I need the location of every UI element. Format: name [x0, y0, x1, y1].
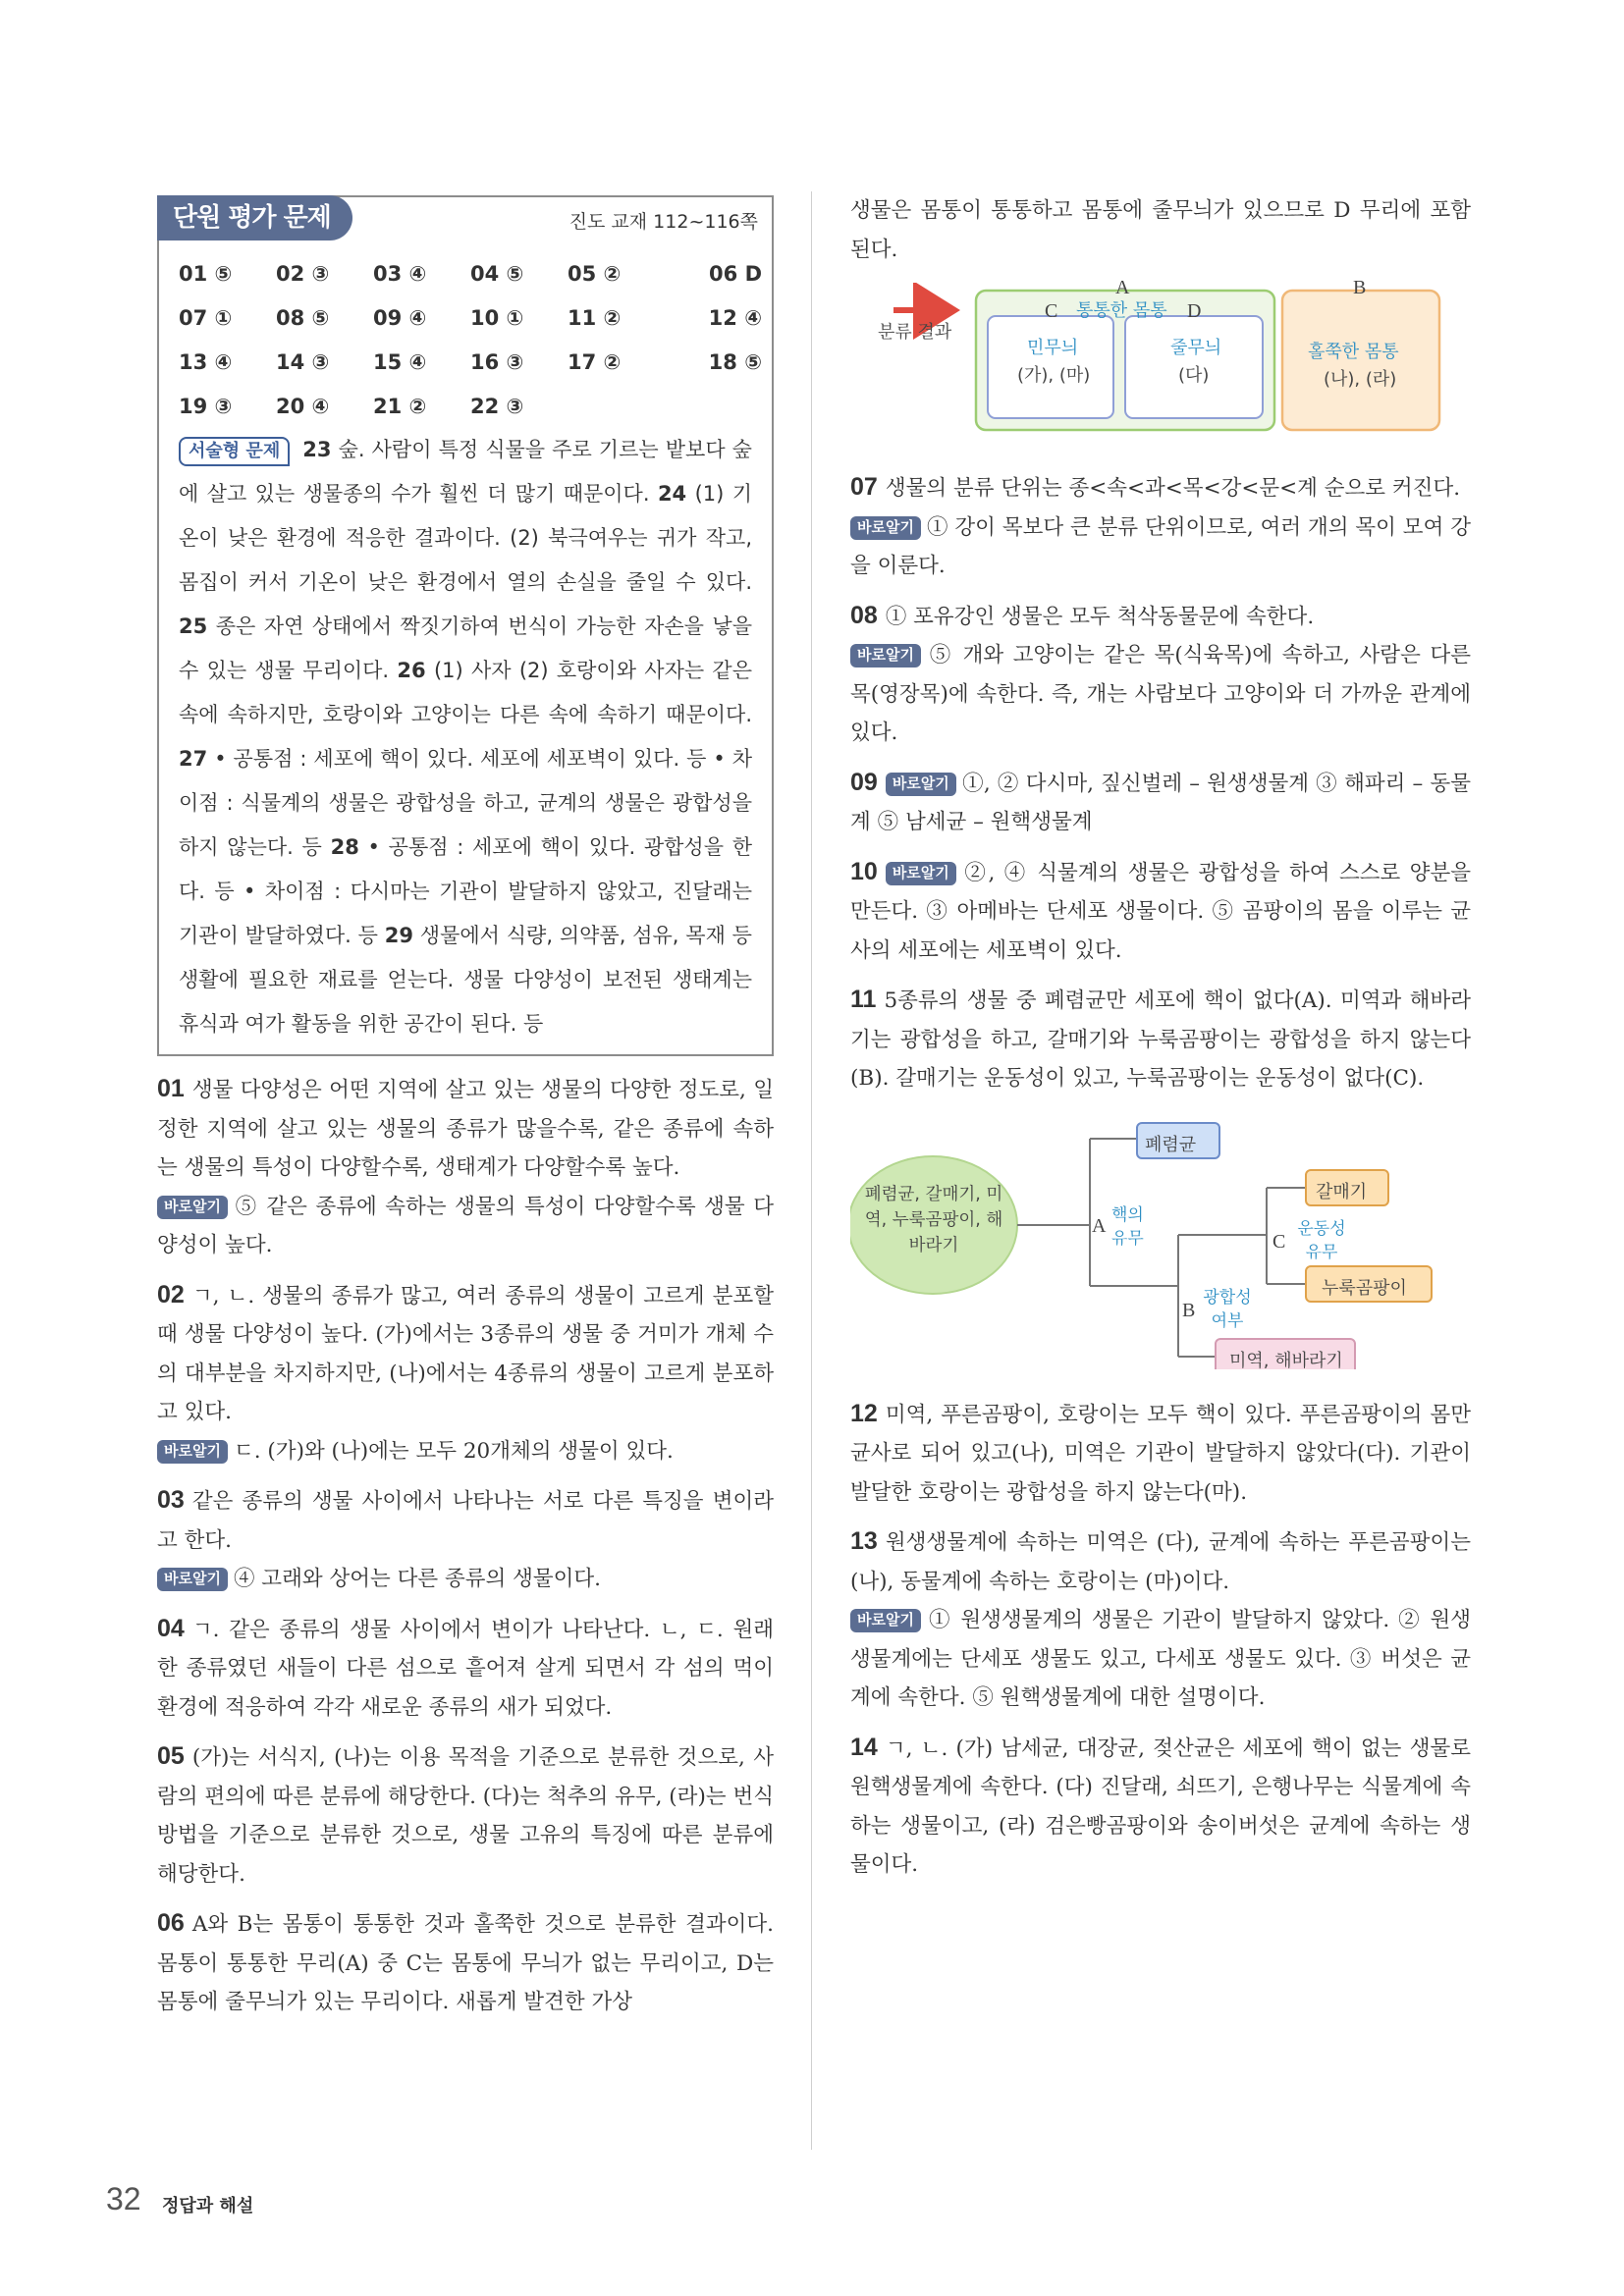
explanation-item [850, 468, 1471, 586]
answer-item: 13 ④ [179, 350, 233, 374]
group-a-title: 통통한 몸통 [1076, 300, 1167, 321]
question-number: 01 [157, 1075, 185, 1102]
correction-text: ⑤ 개와 고양이는 같은 목(식육목)에 속하고, 사람은 다른 목(영장목)에 속한다. 즉, 개는 사람보다 고양이와 더 가까운 관계에 있다. [850, 643, 1471, 745]
question-number: 14 [850, 1733, 878, 1761]
correction-text: ①, ② 다시마, 짚신벌레 – 원생생물계 ③ 해파리 – 동물계 ⑤ 남세균 – 원핵생물계 [850, 771, 1471, 834]
explanation-item [850, 981, 1471, 1098]
answer-item: 16 ③ [470, 350, 524, 374]
branch-c-label: 운동성 유무 [1297, 1218, 1346, 1262]
node-pneumonia: 폐렴균 [1145, 1134, 1197, 1155]
right-column [850, 191, 1471, 1896]
correction-text: ① 원생생물계의 생물은 기관이 발달하지 않았다. ② 원생생물계에는 단세포 생물도 있고, 다세포 생물도 있다. ③ 버섯은 균계에 속한다. ⑤ 원핵생물계에 대한 설명이다. [850, 1608, 1471, 1710]
essay-number: 27 [179, 747, 208, 771]
node-seagull: 갈매기 [1316, 1181, 1368, 1202]
explanation-text: A와 B는 몸통이 통통한 것과 홀쭉한 것으로 분류한 결과이다. 몸통이 통통한 무리(A) 중 C는 몸통에 무늬가 없는 무리이고, D는 몸통에 줄무늬가 있는 무리이다. 새롭게 발견한 가상 [157, 1912, 774, 2014]
left-column [157, 191, 774, 2033]
question-number: 03 [157, 1486, 185, 1514]
essay-number: 25 [179, 614, 208, 638]
explanation-text: ① 포유강인 생물은 모두 척삭동물문에 속한다. [885, 604, 1315, 629]
explanation-paragraph [850, 597, 1471, 637]
explanation-text: 미역, 푸른곰팡이, 호랑이는 모두 핵이 있다. 푸른곰팡이의 몸만 균사로 되어 있고(나), 미역은 기관이 발달하지 않았다(다). 기관이 발달한 호랑이는 광합성을 하지 않는다(마). [850, 1402, 1471, 1505]
question-number: 07 [850, 473, 878, 501]
answer-item: 17 ② [568, 350, 622, 374]
column-divider [811, 191, 812, 2150]
page-number: 32 [106, 2181, 141, 2216]
explanation-paragraph [850, 853, 1471, 971]
correction-tag: 바로알기 [886, 773, 956, 796]
root-label: 폐렴균, 갈매기, 미역, 누룩곰팡이, 해바라기 [864, 1184, 1003, 1255]
essay-number: 29 [384, 924, 413, 947]
explanation-item [157, 1737, 774, 1894]
essay-text: 생물에서 식량, 의약품, 섬유, 목재 등 생활에 필요한 재료를 얻는다. 생물 다양성이 보전된 생태계는 휴식과 여가 활동을 위한 공간이 된다. 등 [179, 924, 752, 1036]
essay-number: 26 [397, 659, 426, 682]
correction-paragraph [157, 1560, 774, 1599]
answer-item: 21 ② [373, 395, 427, 418]
explanation-text: 생물 다양성은 어떤 지역에 살고 있는 생물의 다양한 정도로, 일정한 지역에 살고 있는 생물의 종류가 많을수록, 같은 종류에 속하는 생물의 특성이 다양할수록, 생태계가 다양할수록 높다. [157, 1078, 774, 1180]
explanation-paragraph [157, 1481, 774, 1560]
essay-label: 서술형 문제 [179, 437, 290, 466]
branch-b-letter: B [1182, 1299, 1196, 1321]
explanation-item [157, 1904, 774, 2022]
answer-box-ref: 진도 교재 112~116쪽 [568, 211, 758, 233]
essay-text: (1) 사자 (2) 호랑이와 사자는 같은 속에 속하지만, 호랑이와 고양이는 다른 속에 속하기 때문이다. [179, 659, 752, 726]
explanation-text: 5종류의 생물 중 폐렴균만 세포에 핵이 없다(A). 미역과 해바라기는 광합성을 하고, 갈매기와 누룩곰팡이는 광합성을 하지 않는다(B). 갈매기는 운동성이 있고, 누룩곰팡이는 운동성이 없다(C). [850, 988, 1471, 1091]
explanation-paragraph [157, 1276, 774, 1432]
explanation-paragraph [850, 468, 1471, 508]
answer-item: 15 ④ [373, 350, 427, 374]
essay-text: (1) 기온이 낮은 환경에 적응한 결과이다. (2) 북극여우는 귀가 작고, 몸집이 커서 기온이 낮은 환경에서 열의 손실을 줄일 수 있다. [179, 482, 753, 594]
explanation-item [850, 1395, 1471, 1513]
answer-item: 11 ② [568, 306, 622, 330]
explanation-item [850, 764, 1471, 842]
answer-item: 06 D [709, 262, 762, 286]
group-a-letter: A [1115, 277, 1130, 298]
branch-b-label: 광합성 여부 [1203, 1287, 1252, 1331]
question-number: 06 [157, 1909, 185, 1937]
answer-item: 18 ⑤ [708, 350, 762, 374]
explanation-text: (가)는 서식지, (나)는 이용 목적을 기준으로 분류한 것으로, 사람의 편의에 따른 분류에 해당한다. (다)는 척추의 유무, (라)는 번식 방법을 기준으로 분류한 것으로, 생물 고유의 특징에 따른 분류에 해당한다. [157, 1745, 774, 1887]
answer-item: 14 ③ [276, 350, 330, 374]
group-b-items: (나), (라) [1324, 369, 1397, 390]
explanation-item [850, 853, 1471, 971]
correction-text: ① 강이 목보다 큰 분류 단위이므로, 여러 개의 목이 모여 강을 이룬다. [850, 514, 1471, 578]
essay-number: 23 [302, 438, 332, 461]
correction-text: ⑤ 같은 종류에 속하는 생물의 특성이 다양할수록 생물 다양성이 높다. [157, 1194, 774, 1257]
explanation-item [157, 1610, 774, 1728]
correction-paragraph [850, 636, 1471, 753]
explanation-paragraph [157, 1070, 774, 1188]
explanation-item [157, 1481, 774, 1599]
explanation-paragraph [157, 1610, 774, 1728]
group-c-title: 민무늬 [1027, 338, 1079, 358]
essay-text: • 공통점 : 세포에 핵이 있다. 세포에 세포벽이 있다. 등 • 차이점 : 식물계의 생물은 광합성을 하고, 균계의 생물은 광합성을 하지 않는다. 등 [179, 747, 752, 859]
answer-box [157, 195, 774, 1056]
continued-text: 생물은 몸통이 통통하고 몸통에 줄무늬가 있으므로 D 무리에 포함된다. [850, 198, 1471, 262]
explanation-text: ㄱ, ㄴ. (가) 남세균, 대장균, 젖산균은 세포에 핵이 없는 생물로 원핵생물계에 속한다. (다) 진달래, 쇠뜨기, 은행나무는 식물계에 속하는 생물이고, (라) 검은빵곰팡이와 송이버섯은 균계에 속하는 생물이다. [850, 1735, 1471, 1877]
correction-text: ④ 고래와 상어는 다른 종류의 생물이다. [233, 1567, 602, 1591]
branch-a-letter: A [1092, 1214, 1107, 1237]
correction-tag: 바로알기 [157, 1440, 228, 1464]
correction-tag: 바로알기 [850, 644, 921, 667]
answer-item: 22 ③ [470, 395, 524, 418]
explanation-item [157, 1070, 774, 1265]
group-d-title: 줄무늬 [1170, 338, 1222, 358]
correction-tag: 바로알기 [157, 1196, 228, 1219]
explanation-text: 생물의 분류 단위는 종<속<과<목<강<문<계 순으로 커진다. [885, 476, 1461, 501]
answer-item: 19 ③ [179, 395, 233, 418]
answer-item: 08 ⑤ [276, 306, 330, 330]
answer-item: 05 ② [568, 262, 622, 286]
question-number: 09 [850, 768, 878, 796]
essay-text: 종은 자연 상태에서 짝짓기하여 번식이 가능한 자손을 낳을 수 있는 생물 무리이다. [179, 614, 752, 682]
question-number: 02 [157, 1280, 185, 1308]
correction-text: ㄷ. (가)와 (나)에는 모두 20개체의 생물이 있다. [233, 1438, 674, 1464]
correction-tag: 바로알기 [157, 1568, 228, 1591]
node-seaweed: 미역, 해바라기 [1229, 1350, 1343, 1371]
correction-tag: 바로알기 [886, 862, 956, 885]
correction-paragraph [157, 1432, 774, 1471]
left-explanations [157, 1070, 774, 2022]
answer-box-title: 단원 평가 문제 [157, 195, 352, 240]
explanation-text: 같은 종류의 생물 사이에서 나타나는 서로 다른 특징을 변이라고 한다. [157, 1489, 774, 1553]
correction-paragraph [850, 508, 1471, 586]
explanation-text: ㄱ. 같은 종류의 생물 사이에서 변이가 나타난다. ㄴ, ㄷ. 원래 한 종류였던 새들이 다른 섬으로 흩어져 살게 되면서 각 섬의 먹이 환경에 적응하여 각각 새로운 종류의 새가 되었다. [157, 1617, 774, 1720]
answer-item: 02 ③ [276, 262, 330, 286]
group-c-letter: C [1045, 300, 1058, 322]
explanation-item [157, 1276, 774, 1471]
explanation-text: 원생생물계에 속하는 미역은 (다), 균계에 속하는 푸른곰팡이는 (나), 동물계에 속하는 호랑이는 (마)이다. [850, 1530, 1471, 1594]
question-number: 05 [157, 1742, 185, 1770]
correction-tag: 바로알기 [850, 516, 921, 540]
explanation-paragraph [850, 981, 1471, 1098]
answer-grid [159, 247, 772, 428]
answer-item: 01 ⑤ [179, 262, 233, 286]
classification-result-label: 분류 결과 [878, 322, 952, 343]
kingdom-tree-diagram [850, 1109, 1471, 1369]
explanation-item [850, 1522, 1471, 1718]
question-number: 10 [850, 857, 878, 885]
explanation-text: ㄱ, ㄴ. 생물의 종류가 많고, 여러 종류의 생물이 고르게 분포할 때 생물 다양성이 높다. (가)에서는 3종류의 생물 중 거미가 개체 수의 대부분을 차지하지만, (나)에서는 4종류의 생물이 고르게 분포하고 있다. [157, 1283, 774, 1424]
explanation-paragraph [850, 764, 1471, 842]
explanation-paragraph [850, 1395, 1471, 1513]
correction-paragraph [157, 1188, 774, 1265]
explanation-paragraph [157, 1904, 774, 2022]
explanation-paragraph [850, 1729, 1471, 1885]
branch-c-letter: C [1272, 1230, 1286, 1253]
right-explanations-2 [850, 1395, 1471, 1885]
essay-text: • 공통점 : 세포에 핵이 있다. 광합성을 한다. 등 • 차이점 : 다시마는 기관이 발달하지 않았고, 진달래는 기관이 발달하였다. 등 [179, 835, 753, 947]
correction-text: ②, ④ 식물계의 생물은 광합성을 하여 스스로 양분을 만든다. ③ 아메바는 단세포 생물이다. ⑤ 곰팡이의 몸을 이루는 균사의 세포에는 세포벽이 있다. [850, 860, 1471, 963]
answer-item: 03 ④ [373, 262, 427, 286]
essay-text: 숲. 사람이 특정 식물을 주로 기르는 밭보다 숲에 살고 있는 생물종의 수가 훨씬 더 많기 때문이다. [179, 438, 752, 506]
essay-number: 24 [657, 482, 687, 506]
answer-item: 10 ① [470, 306, 524, 330]
answer-item: 09 ④ [373, 306, 427, 330]
essay-answers [159, 428, 772, 1046]
question-number: 12 [850, 1399, 878, 1427]
footer-label: 정답과 해설 [162, 2196, 254, 2216]
correction-tag: 바로알기 [850, 1609, 921, 1632]
classification-diagram [850, 277, 1471, 445]
answer-item: 20 ④ [276, 395, 330, 418]
group-d-letter: D [1187, 300, 1202, 322]
essay-number: 28 [330, 835, 359, 859]
explanation-item [850, 1729, 1471, 1885]
question-number: 04 [157, 1614, 185, 1642]
branch-a-label: 핵의 유무 [1111, 1204, 1144, 1249]
answer-item: 04 ⑤ [470, 262, 524, 286]
explanation-paragraph [850, 1522, 1471, 1601]
answer-item: 12 ④ [708, 306, 762, 330]
question-number: 08 [850, 601, 878, 629]
node-mold: 누룩곰팡이 [1322, 1277, 1407, 1299]
group-d-items: (다) [1178, 365, 1210, 386]
group-c-items: (가), (마) [1017, 365, 1091, 386]
correction-paragraph [850, 1601, 1471, 1718]
explanation-paragraph [157, 1737, 774, 1894]
right-explanations-1 [850, 468, 1471, 1098]
group-b-letter: B [1353, 277, 1367, 298]
question-number: 13 [850, 1527, 878, 1555]
question-number: 11 [850, 986, 877, 1013]
group-b-title: 홀쭉한 몸통 [1308, 342, 1399, 362]
answer-item: 07 ① [179, 306, 233, 330]
explanation-item [850, 597, 1471, 753]
